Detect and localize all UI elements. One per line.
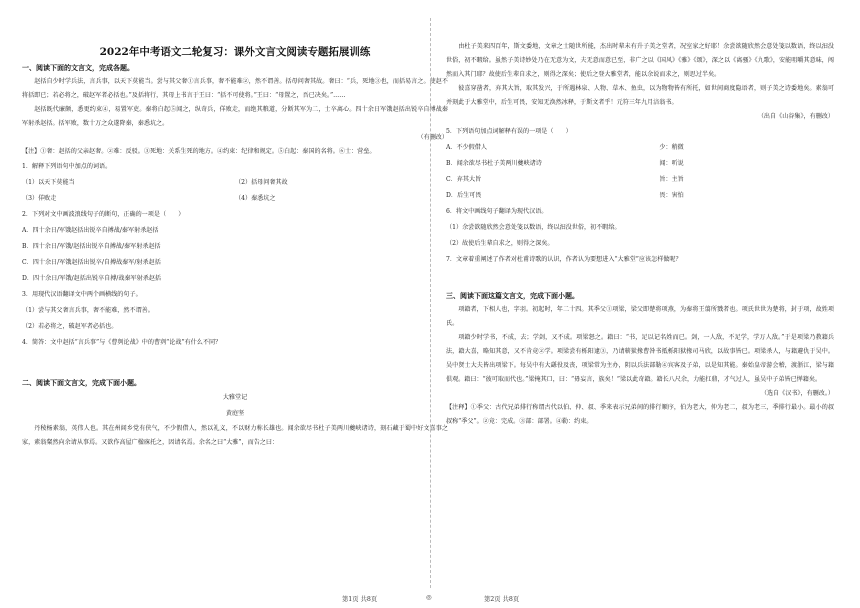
q5-option-c-gloss: 旨：主旨 (659, 176, 684, 183)
page-number-left: 第1页 共8页 (342, 596, 378, 603)
question-5-options (446, 140, 834, 204)
section-3-heading: 三、阅读下面这篇文言文，完成下面小题。 (446, 291, 579, 300)
right-column (436, 0, 860, 590)
q5-option-d: D．后生可畏 (446, 192, 482, 199)
essay-author: 黄庭坚 (225, 410, 245, 417)
q5-option-a-gloss: 少：稍微 (659, 144, 684, 151)
q5-option-b: B．闻余欲尽书杜子美两川夔峡诸诗 (446, 160, 542, 167)
question-7: 7．文章着重阐述了作者对杜甫诗歌的认识，作者认为要想进入“大雅堂”应该怎样做呢？ (446, 256, 682, 263)
q2-option-d: D．四十余日/军饿/赵括出锐卒自搏/战秦军射杀赵括 (22, 275, 162, 282)
q2-option-c: C．四十余日/军饿赵括出锐卒/自搏战秦军/射杀赵括 (22, 259, 161, 266)
q1-item-4: （4）秦悉坑之 (235, 195, 276, 202)
q5-option-a: A．不少假借人 (446, 144, 487, 151)
footer-separator: ◎ (426, 594, 432, 601)
q1-item-1: （1）以天下莫能当 (22, 179, 75, 186)
question-4: 4．简答：文中赵括“言兵事”与《曹刿论战》中的曹刿“论战”有什么不同？ (22, 339, 222, 346)
passage-2-source: （出自《山谷集》，有删改） (757, 113, 834, 120)
q5-option-c: C．弃其大旨 (446, 176, 482, 183)
section-1-heading: 一、阅读下面的文言文，完成各题。 (22, 63, 134, 72)
essay-title: 大雅堂记 (222, 394, 248, 401)
question-3: 3．用现代汉语翻译文中两个画横线的句子。 (22, 291, 142, 298)
passage-1-source: （有删改） (417, 134, 448, 141)
question-2: 2．下列对文中画波浪线句子的断句，正确的一项是（ ） (22, 211, 185, 218)
passage-2-paragraph-3: 彼喜穿凿者，弃其大旨，取其发兴，于所遇林泉、人物、草木、鱼虫，以为物物皆有所托，如世间商度隐语者，则子美之诗委地矣。素翁可并刻此于大雅堂中，后生可畏，安知无涣然冰释，于斯文者乎！元符三年九月涪翁书。 (446, 85, 834, 106)
q2-option-b: B．四十余日/军饿/赵括出锐卒自搏战/秦军射杀赵括 (22, 243, 161, 250)
passage-3-paragraph-1: 项籍者，下相人也，字羽。初起时，年二十四。其季父①项梁，梁父即楚将项燕，为秦将王翦所戮者也。项氏世世为楚将，封于项，故姓项氏。 (446, 306, 834, 327)
passage-1-paragraph-1: 赵括自少时学兵法，言兵事，以天下莫能当。尝与其父奢①言兵事，奢不能难②，然不谓善。括母问奢其故。奢曰：“兵，死地③也，而括易言之。使赵不将括即已；若必将之，破赵军者必括也。”及括将行，其母上书言于王曰：“括不可使将。”王曰：“母置之，吾已决矣。”…… (22, 78, 448, 99)
q2-option-a: A．四十余日/军饿赵括出锐卒自搏战/秦军射杀赵括 (22, 227, 159, 234)
passage-1-notes: 【注】①奢：赵括的父亲赵奢。②难：反驳。③死地：关系生死的地方。④约束：纪律和规定。⑤白起：秦国的名将。⑥士：营垒。 (22, 148, 376, 155)
q3-item-2: （2）若必将之，破赵军者必括也。 (22, 323, 118, 330)
q6-item-1: （1）余尝欲随欣然会意处笺以数语，终以汩没世俗，初不暇给。 (446, 224, 621, 231)
document-title: 2022年中考语文二轮复习：课外文言文阅读专题拓展训练 (99, 46, 371, 58)
passage-2-paragraph-1: 丹稜杨素翁，英伟人也。其在州闾乡党有侠气，不少假借人，然以礼义，不以财力称长雄也。闻余欲尽书杜子美两川夔峡诸诗，刻石藏于蜀中好文喜事之家，素翁粲然向余请从事焉。又欲作高屋广楹庥托之，因请名焉。余名之曰“大雅”，而告之曰： (22, 425, 448, 446)
q3-item-1: （1）尝与其父奢言兵事，奢不能难，然不谓善。 (22, 307, 154, 314)
q6-item-2: （2）故使后生辈自求之，则得之深矣。 (446, 240, 554, 247)
page-number-right: 第2页 共8页 (484, 596, 520, 603)
q5-option-d-gloss: 畏：害怕 (659, 192, 684, 199)
passage-3-paragraph-2: 项籍少时学书，不成，去；学剑，又不成。项梁怒之。籍曰：“书，足以记名姓而已。剑，一人敌，不足学，学万人敌。”于是项梁乃教籍兵法，籍大喜，略知其意，又不肯竟②学。项梁尝有栎阳逮③，乃请蕲狱掾曹咎书抵栎阳狱掾司马欣，以故事皆已。项梁杀人，与籍避仇于吴中。吴中贤士大夫皆出项梁下。每吴中有大繇役及丧，项梁常为主办，阴以兵法部勒④宾客及子弟，以是知其能。秦始皇帝游会稽，渡浙江，梁与籍俱观。籍曰：“彼可取而代也。”梁掩其口，曰：“毋妄言，族矣！”梁以此奇籍。籍长八尺余，力能扛鼎，才气过人，虽吴中子弟皆已惮籍矣。 (446, 334, 834, 383)
q5-option-b-gloss: 闻：听说 (659, 160, 684, 167)
question-6: 6．将文中画线句子翻译为现代汉语。 (446, 208, 548, 215)
passage-1-paragraph-2: 赵括既代廉颇，悉更约束④，易置军吏。秦将白起⑤闻之，纵奇兵，佯败走，而绝其粮道，分断其军为二，士卒离心。四十余日军饿赵括出锐卒自搏战秦军射杀赵括。括军败，数十万之众遂降秦，秦悉坑之。 (22, 106, 448, 127)
passage-3-notes: 【注释】①季父：古代兄弟排行称谓古代以伯、仲、叔、季来表示兄弟间的排行顺序，伯为老大，仲为老二，叔为老三，季排行最小。最小的叔叔称“季父”。②竟：完成。③部：部署。④勒：约束。 (446, 404, 834, 425)
column-divider (430, 18, 431, 588)
question-5: 5．下列语句加点词解释有误的一项是（ ） (446, 128, 572, 135)
section-2-heading: 二、阅读下面文言文，完成下面小题。 (22, 378, 141, 387)
q1-item-2: （2）括母问奢其故 (235, 179, 288, 186)
question-1-items (22, 175, 448, 207)
question-1: 1．解释下列语句中加点的词语。 (22, 163, 112, 170)
q1-item-3: （3）佯败走 (22, 195, 57, 202)
passage-3-source: （选自《汉书》，有删改。） (760, 390, 834, 397)
passage-2-paragraph-2: 由杜子美来四百年，斯文委地，文章之士随世所能，杰出时辈未有升子美之堂者，况室家之好耶！余尝欲随欣然会意处笺以数语，终以汩没世俗，初不暇给。虽然子美诗妙处乃在无意为文，夫无意而意已至，非广之以《国风》《雅》《颂》，深之以《离骚》《九歌》，安能咀嚼其意味，闯然而入其门耶？故使后生辈自求之，则得之深矣；使后之登大雅堂者，能以余说而求之，则思过半矣。 (446, 43, 834, 78)
